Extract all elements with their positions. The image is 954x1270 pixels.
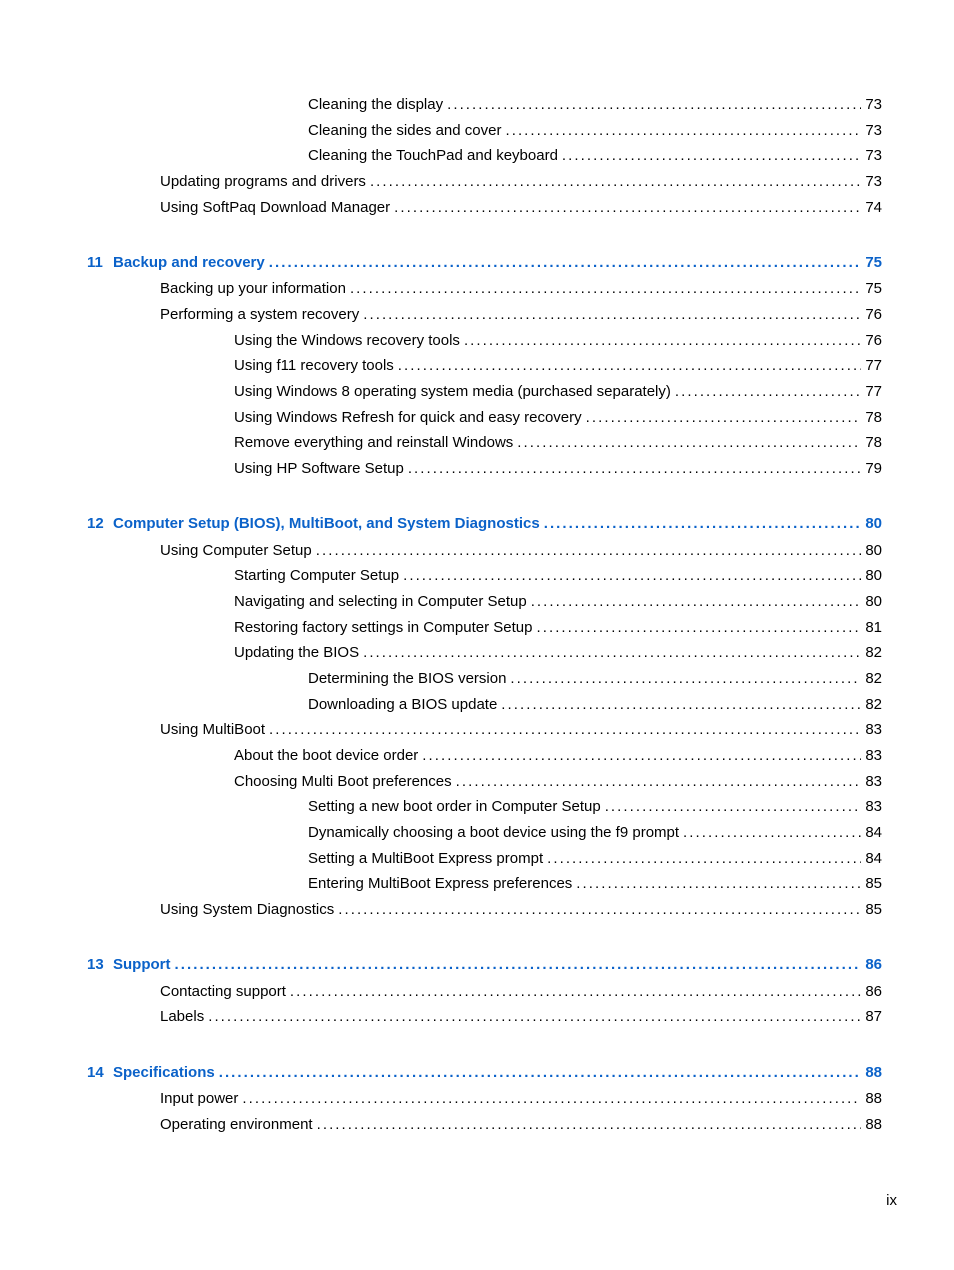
toc-entry[interactable] [308, 146, 882, 166]
toc-entry-page: 88 [865, 1090, 882, 1107]
dot-leader [605, 797, 862, 817]
dot-leader [350, 279, 861, 299]
toc-entry-page: 87 [865, 1008, 882, 1025]
toc-entry-title: Labels [160, 1008, 205, 1025]
toc-entry[interactable] [308, 797, 882, 817]
toc-entry-title: Input power [160, 1090, 239, 1107]
dot-leader [531, 592, 862, 612]
toc-entry-page: 81 [865, 619, 882, 636]
toc-entry[interactable] [160, 172, 882, 192]
toc-entry[interactable] [160, 1089, 882, 1109]
toc-entry[interactable] [234, 356, 882, 376]
dot-leader [394, 198, 861, 218]
toc-entry-page: 88 [865, 1116, 882, 1133]
toc-entry-page: 82 [865, 696, 882, 713]
toc-entry-title: Updating programs and drivers [160, 173, 366, 190]
toc-chapter-entry[interactable] [87, 1063, 882, 1083]
toc-entry-page: 76 [865, 306, 882, 323]
toc-entry-page: 77 [865, 383, 882, 400]
toc-chapter-entry[interactable] [87, 253, 882, 273]
toc-entry-title: Using the Windows recovery tools [234, 332, 460, 349]
toc-entry-title: Setting a new boot order in Computer Setup [308, 798, 601, 815]
dot-leader [403, 566, 861, 586]
toc-entry-page: 74 [865, 199, 882, 216]
toc-entry-page: 80 [865, 567, 882, 584]
toc-entry-title: 13 Support [87, 956, 171, 973]
toc-entry-title: Setting a MultiBoot Express prompt [308, 850, 544, 867]
toc-entry[interactable] [160, 198, 882, 218]
toc-entry[interactable] [234, 592, 882, 612]
dot-leader [683, 823, 861, 843]
dot-leader [456, 772, 862, 792]
toc-entry-page: 80 [865, 593, 882, 610]
toc-entry-page: 85 [865, 875, 882, 892]
dot-leader [269, 720, 861, 740]
toc-entry[interactable] [308, 823, 882, 843]
page-number: ix [886, 1192, 897, 1209]
dot-leader [175, 955, 862, 975]
toc-chapter-entry[interactable] [87, 514, 882, 534]
toc-entry[interactable] [160, 1007, 882, 1027]
dot-leader [338, 900, 861, 920]
toc-entry-title: 14 Specifications [87, 1064, 215, 1081]
toc-entry-title: Using System Diagnostics [160, 901, 335, 918]
dot-leader [447, 95, 861, 115]
toc-entry-title: Performing a system recovery [160, 306, 360, 323]
dot-leader [363, 643, 861, 663]
toc-entry[interactable] [234, 408, 882, 428]
toc-entry-page: 73 [865, 147, 882, 164]
toc-entry-title: About the boot device order [234, 747, 419, 764]
toc-entry-page: 85 [865, 901, 882, 918]
toc-entry-title: Dynamically choosing a boot device using the f9 prompt [308, 824, 680, 841]
toc-entry[interactable] [308, 95, 882, 115]
toc-entry-title: Determining the BIOS version [308, 670, 507, 687]
toc-entry-page: 88 [865, 1064, 882, 1081]
dot-leader [547, 849, 861, 869]
dot-leader [505, 121, 861, 141]
toc-entry[interactable] [234, 382, 882, 402]
toc-entry[interactable] [234, 772, 882, 792]
toc-entry-page: 79 [865, 460, 882, 477]
toc-entry-title: Backing up your information [160, 280, 346, 297]
dot-leader [370, 172, 861, 192]
dot-leader [536, 618, 861, 638]
dot-leader [316, 541, 862, 561]
toc-entry-page: 84 [865, 824, 882, 841]
toc-entry-title: Using Windows 8 operating system media (purchased separately) [234, 383, 671, 400]
chapter-number: 11 [87, 254, 103, 271]
toc-entry[interactable] [160, 305, 882, 325]
dot-leader [208, 1007, 861, 1027]
toc-entry[interactable] [160, 1115, 882, 1135]
chapter-number: 13 [87, 956, 104, 973]
toc-entry-title: Remove everything and reinstall Windows [234, 434, 514, 451]
chapter-number: 12 [87, 515, 104, 532]
toc-entry[interactable] [160, 720, 882, 740]
toc-entry-title: Contacting support [160, 983, 286, 1000]
toc-entry-page: 76 [865, 332, 882, 349]
toc-entry-page: 83 [865, 773, 882, 790]
toc-entry[interactable] [234, 643, 882, 663]
toc-entry[interactable] [308, 695, 882, 715]
dot-leader [317, 1115, 862, 1135]
toc-entry-page: 78 [865, 434, 882, 451]
dot-leader [408, 459, 862, 479]
toc-entry[interactable] [308, 874, 882, 894]
toc-entry-page: 83 [865, 747, 882, 764]
toc-entry-page: 86 [865, 956, 882, 973]
toc-entry-page: 77 [865, 357, 882, 374]
toc-entry-title: Using HP Software Setup [234, 460, 404, 477]
dot-leader [269, 253, 862, 273]
toc-entry-title: Using MultiBoot [160, 721, 266, 738]
toc-entry-page: 75 [865, 254, 882, 271]
toc-entry-title: Choosing Multi Boot preferences [234, 773, 452, 790]
toc-entry[interactable] [160, 541, 882, 561]
toc-entry-page: 82 [865, 644, 882, 661]
toc-entry[interactable] [234, 618, 882, 638]
toc-entry-page: 75 [865, 280, 882, 297]
dot-leader [290, 982, 861, 1002]
dot-leader [398, 356, 862, 376]
toc-entry-title: Downloading a BIOS update [308, 696, 498, 713]
toc-entry-title: Operating environment [160, 1116, 313, 1133]
toc-entry-title: Entering MultiBoot Express preferences [308, 875, 573, 892]
dot-leader [586, 408, 862, 428]
toc-entry-page: 84 [865, 850, 882, 867]
toc-entry[interactable] [160, 279, 882, 299]
toc-entry[interactable] [234, 331, 882, 351]
toc-entry-page: 83 [865, 798, 882, 815]
dot-leader [464, 331, 861, 351]
toc-entry-page: 73 [865, 96, 882, 113]
toc-entry-page: 86 [865, 983, 882, 1000]
toc-entry[interactable] [234, 459, 882, 479]
toc-chapter-entry[interactable] [87, 955, 882, 975]
chapter-number: 14 [87, 1064, 104, 1081]
dot-leader [422, 746, 861, 766]
dot-leader [242, 1089, 861, 1109]
toc-entry[interactable] [234, 433, 882, 453]
toc-entry-title: Cleaning the sides and cover [308, 122, 502, 139]
dot-leader [675, 382, 861, 402]
toc-entry-title: Cleaning the display [308, 96, 444, 113]
toc-entry[interactable] [234, 746, 882, 766]
toc-entry[interactable] [160, 982, 882, 1002]
dot-leader [363, 305, 861, 325]
toc-entry-page: 83 [865, 721, 882, 738]
toc-entry-page: 78 [865, 409, 882, 426]
toc-entry-page: 80 [865, 515, 882, 532]
toc-entry-page: 80 [865, 542, 882, 559]
toc-entry-title: Using Computer Setup [160, 542, 312, 559]
toc-entry-page: 73 [865, 122, 882, 139]
dot-leader [501, 695, 861, 715]
toc-entry-title: Starting Computer Setup [234, 567, 400, 584]
toc-entry-title: Cleaning the TouchPad and keyboard [308, 147, 558, 164]
dot-leader [219, 1063, 862, 1083]
toc-entry[interactable] [308, 121, 882, 141]
toc-entry-page: 82 [865, 670, 882, 687]
toc-entry[interactable] [308, 669, 882, 689]
toc-entry-page: 73 [865, 173, 882, 190]
dot-leader [576, 874, 861, 894]
toc-entry-title: 11 Backup and recovery [87, 254, 265, 271]
dot-leader [517, 433, 861, 453]
toc-entry-title: 12 Computer Setup (BIOS), MultiBoot, and System Diagnostics [87, 515, 540, 532]
toc-entry-title: Navigating and selecting in Computer Setup [234, 593, 527, 610]
dot-leader [562, 146, 861, 166]
toc-entry[interactable] [160, 900, 882, 920]
toc-entry[interactable] [308, 849, 882, 869]
toc-entry-title: Using f11 recovery tools [234, 357, 394, 374]
dot-leader [544, 514, 862, 534]
toc-entry-title: Updating the BIOS [234, 644, 360, 661]
toc-entry[interactable] [234, 566, 882, 586]
toc-entry-title: Using SoftPaq Download Manager [160, 199, 391, 216]
dot-leader [510, 669, 861, 689]
toc-entry-title: Restoring factory settings in Computer Setup [234, 619, 533, 636]
toc-entry-title: Using Windows Refresh for quick and easy recovery [234, 409, 582, 426]
